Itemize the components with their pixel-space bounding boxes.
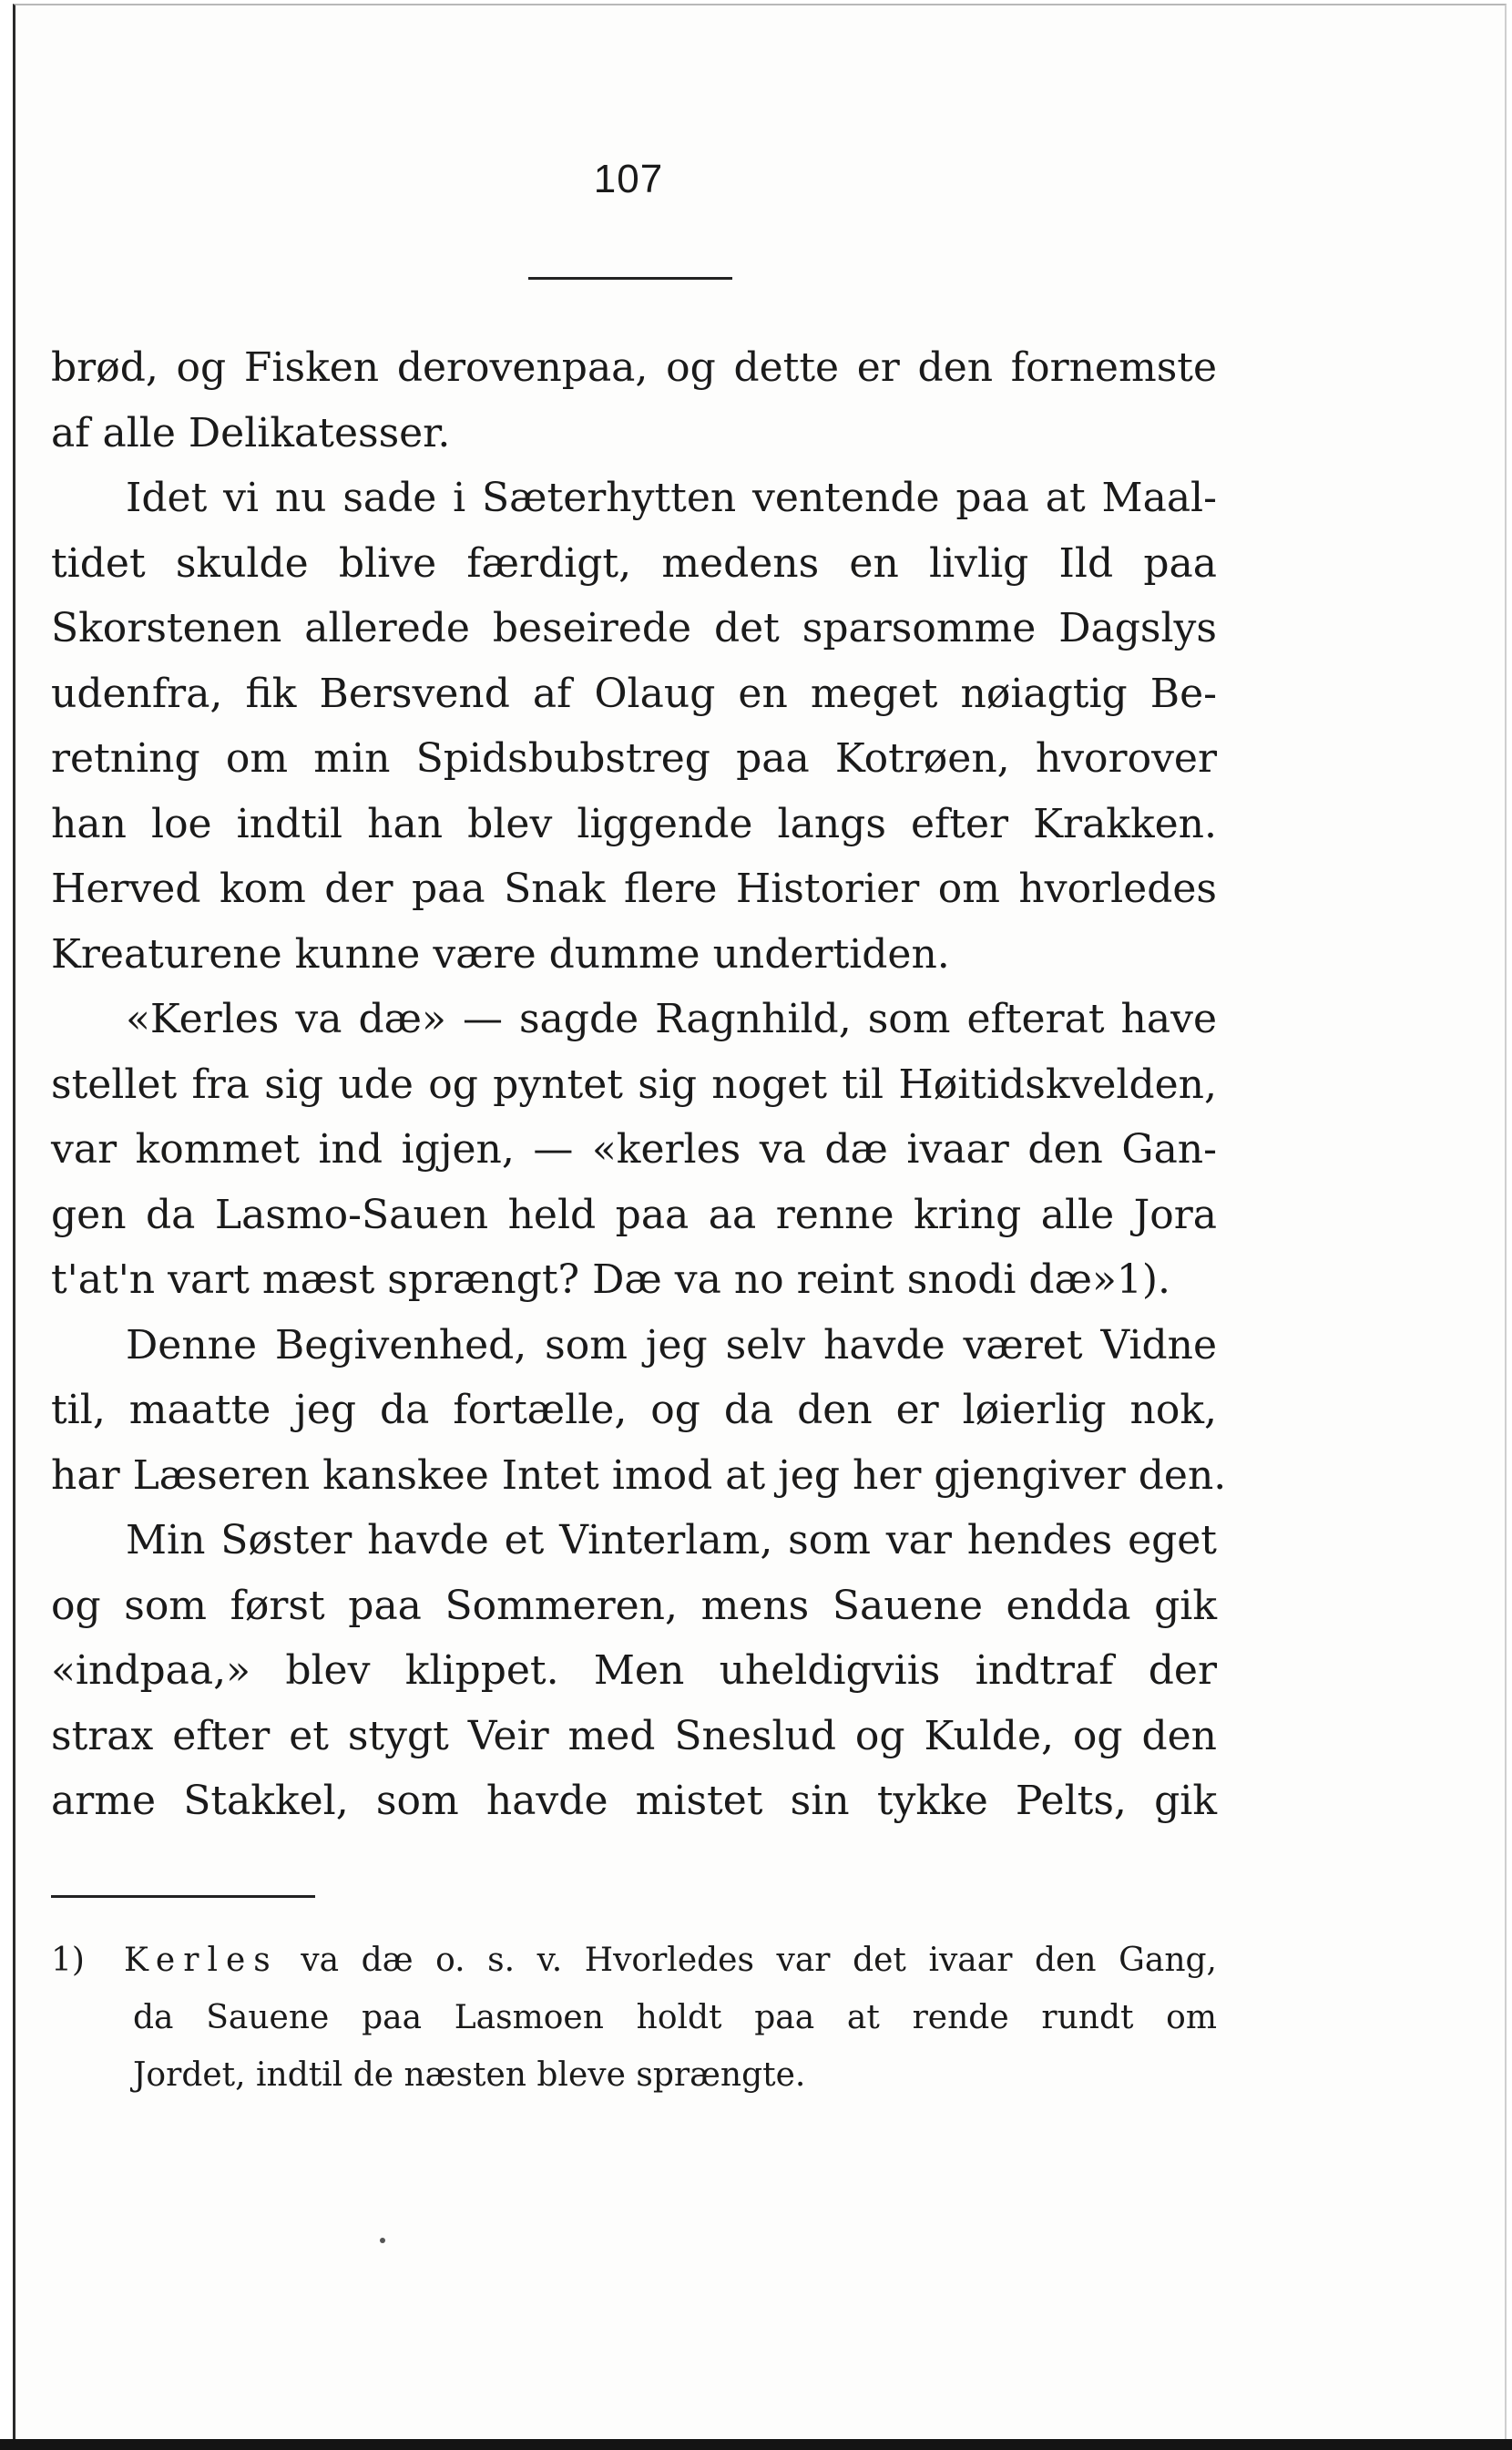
text-line: Denne Begivenhed, som jeg selv havde været Vidne <box>126 1321 1217 1369</box>
text-line: Herved kom der paa Snak flere Historier om hvorledes <box>51 866 1217 912</box>
footnote-line <box>51 1932 1217 1989</box>
footnote-rule <box>51 1895 315 1898</box>
footnote-line: Jordet, indtil de næsten bleve sprængte. <box>133 2056 806 2094</box>
text-line: arme Stakkel, som havde mistet sin tykke Pelts, gik <box>51 1778 1217 1824</box>
text-line: tidet skulde blive færdigt, medens en livlig Ild paa <box>51 539 1217 587</box>
scan-speck <box>380 2238 385 2243</box>
text-line: Kreaturene kunne være dumme undertiden. <box>51 930 950 978</box>
text-line: «indpaa,» blev klippet. Men uheldigviis indtraf der <box>51 1647 1217 1694</box>
text-line: til, maatte jeg da fortælle, og da den er løierlig nok, <box>51 1387 1217 1433</box>
header-rule <box>528 277 732 280</box>
footnote-marker: 1) <box>51 1942 85 1979</box>
scan-bottom-edge <box>0 2439 1512 2450</box>
text-line: «Kerles va dæ» — sagde Ragnhild, som efterat have <box>126 996 1217 1042</box>
text-line: Min Søster havde et Vinterlam, som var hendes eget <box>126 1517 1217 1563</box>
text-line: Idet vi nu sade i Sæterhytten ventende paa at Maal- <box>126 475 1217 521</box>
body-text <box>51 335 1227 1834</box>
text-line: stellet fra sig ude og pyntet sig noget til Høitidskvelden, <box>51 1061 1217 1108</box>
text-line: brød, og Fisken derovenpaa, og dette er den fornemste <box>51 344 1217 391</box>
footnote-line-rest: va dæ o. s. v. Hvorledes var det ivaar den Gang, <box>301 1942 1217 1979</box>
text-line: strax efter et stygt Veir med Sneslud og Kulde, og den <box>51 1712 1217 1759</box>
footnote-lead-word: Kerles <box>124 1942 279 1979</box>
text-line: retning om min Spidsbubstreg paa Kotrøen, hvorover <box>51 735 1217 782</box>
text-line: han loe indtil han blev liggende langs efter Krakken. <box>51 800 1217 847</box>
text-line: Skorstenen allerede beseirede det sparsomme Dagslys <box>51 605 1217 651</box>
text-line: har Læseren kanskee Intet imod at jeg her gjengiver den. <box>51 1451 1227 1499</box>
footnote-line: da Sauene paa Lasmoen holdt paa at rende rundt om <box>133 1999 1217 2036</box>
text-line: t'at'n vart mæst sprængt? Dæ va no reint snodi dæ»1). <box>51 1256 1171 1303</box>
footnote <box>51 1932 1217 2104</box>
text-line: og som først paa Sommeren, mens Sauene endda gik <box>51 1582 1217 1629</box>
text-line: udenfra, fik Bersvend af Olaug en meget nøiagtig Be- <box>51 670 1217 717</box>
text-line: var kommet ind igjen, — «kerles va dæ ivaar den Gan- <box>51 1126 1217 1173</box>
text-line: gen da Lasmo-Sauen held paa aa renne kring alle Jora <box>51 1191 1217 1238</box>
page-number: 107 <box>593 157 664 201</box>
text-line: af alle Delikatesser. <box>51 409 451 456</box>
